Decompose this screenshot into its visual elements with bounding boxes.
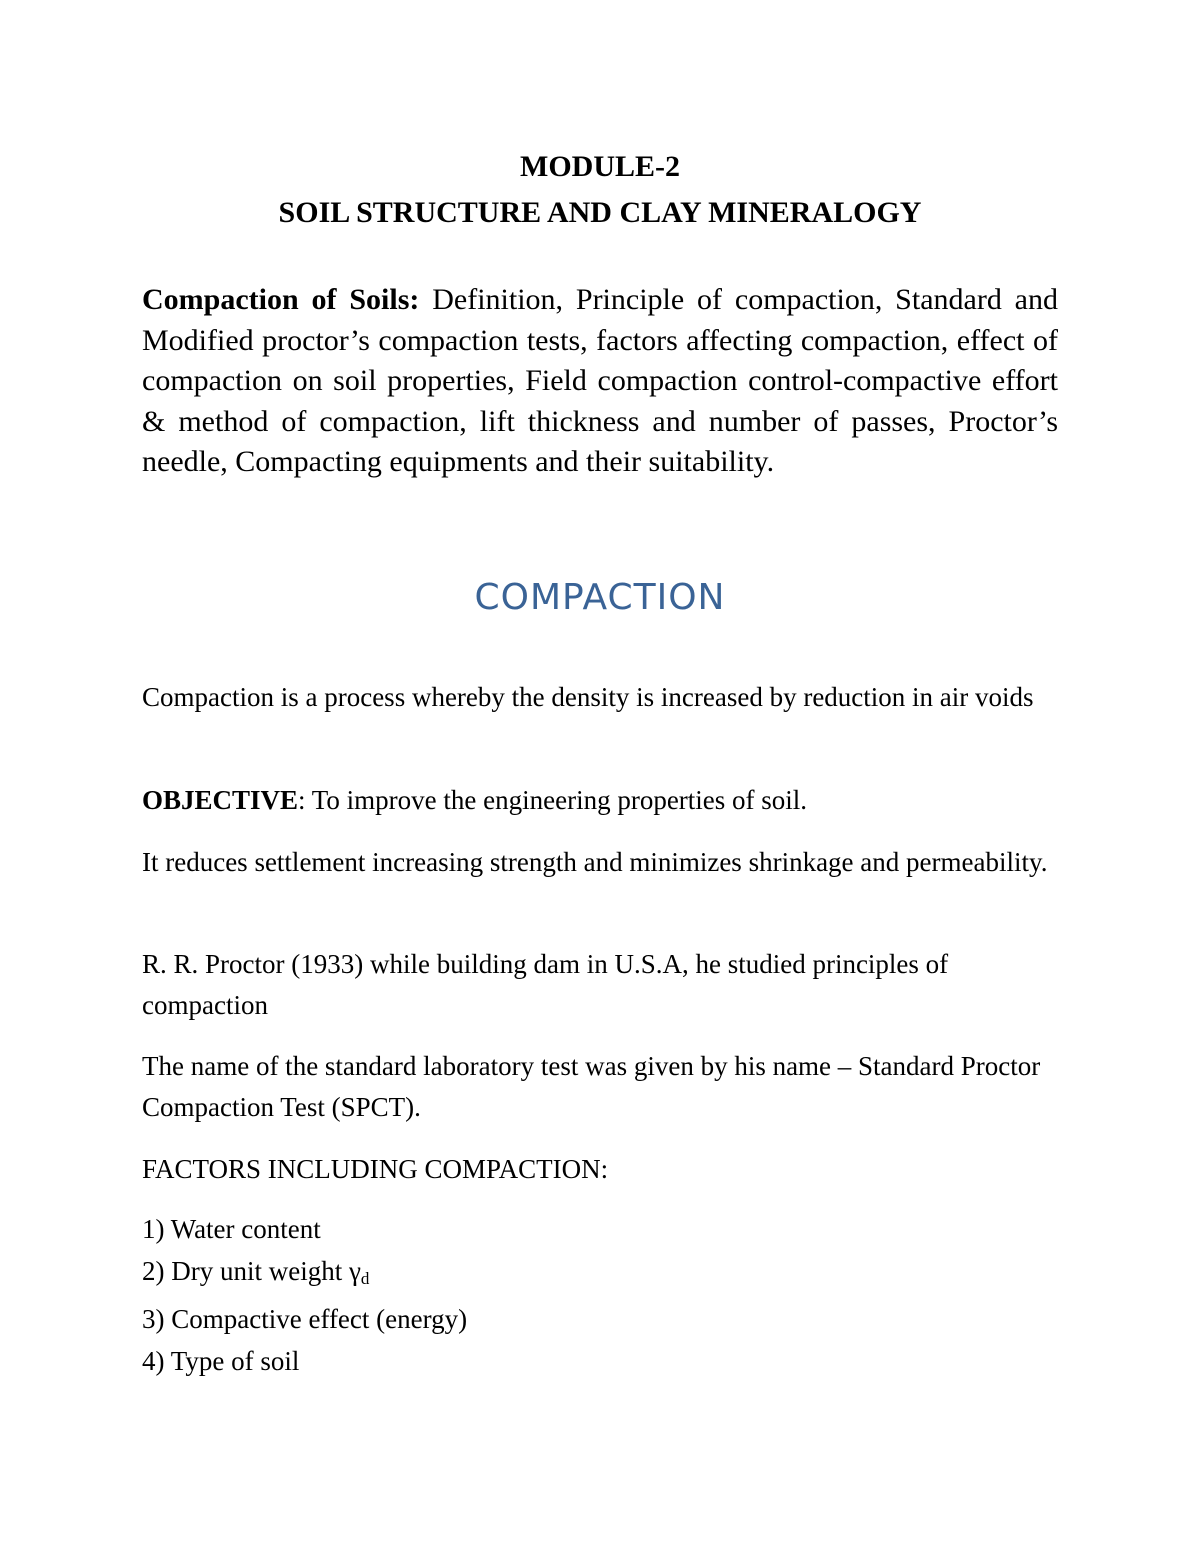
definition-paragraph: Compaction is a process whereby the density is increased by reduction in air voids xyxy=(142,682,1034,712)
objective-text: : To improve the engineering properties of soil. xyxy=(298,785,808,815)
list-item xyxy=(142,1251,1058,1300)
syllabus-label: Compaction of Soils: xyxy=(142,283,420,316)
module-title: MODULE-2 xyxy=(520,150,680,183)
list-item: 4) Type of soil xyxy=(142,1345,300,1376)
list-item: 3) Compactive effect (energy) xyxy=(142,1304,468,1334)
section-title: COMPACTION xyxy=(474,577,726,618)
document-header xyxy=(0,144,1200,236)
syllabus-paragraph xyxy=(142,280,1058,483)
module-subtitle: SOIL STRUCTURE AND CLAY MINERALOGY xyxy=(278,196,922,229)
effects-paragraph: It reduces settlement increasing strength and minimizes shrinkage and permeability. xyxy=(142,847,1048,877)
objective-label: OBJECTIVE xyxy=(142,785,299,815)
syllabus-text: Definition, Principle of compaction, Standard and Modified proctor’s compaction tests, factors affecting compaction, effect of compaction on soil properties, Field compaction control-compactive effort & method of compaction, lift thickness and number of passes, Proctor’s needle, Compacting equipments and their suitability. xyxy=(142,283,1058,479)
objective-paragraph xyxy=(142,780,1058,821)
list-item: 1) Water content xyxy=(142,1214,321,1244)
list-item-text: 2) Dry unit weight γ xyxy=(142,1255,361,1286)
factors-heading: FACTORS INCLUDING COMPACTION: xyxy=(142,1154,609,1184)
history-paragraph: R. R. Proctor (1933) while building dam in U.S.A, he studied principles of compaction xyxy=(142,949,949,1020)
naming-paragraph: The name of the standard laboratory test was given by his name – Standard Proctor Compaction Test (SPCT). xyxy=(142,1051,1041,1122)
factors-list xyxy=(142,1209,1058,1382)
subscript-d: d xyxy=(360,1268,370,1288)
